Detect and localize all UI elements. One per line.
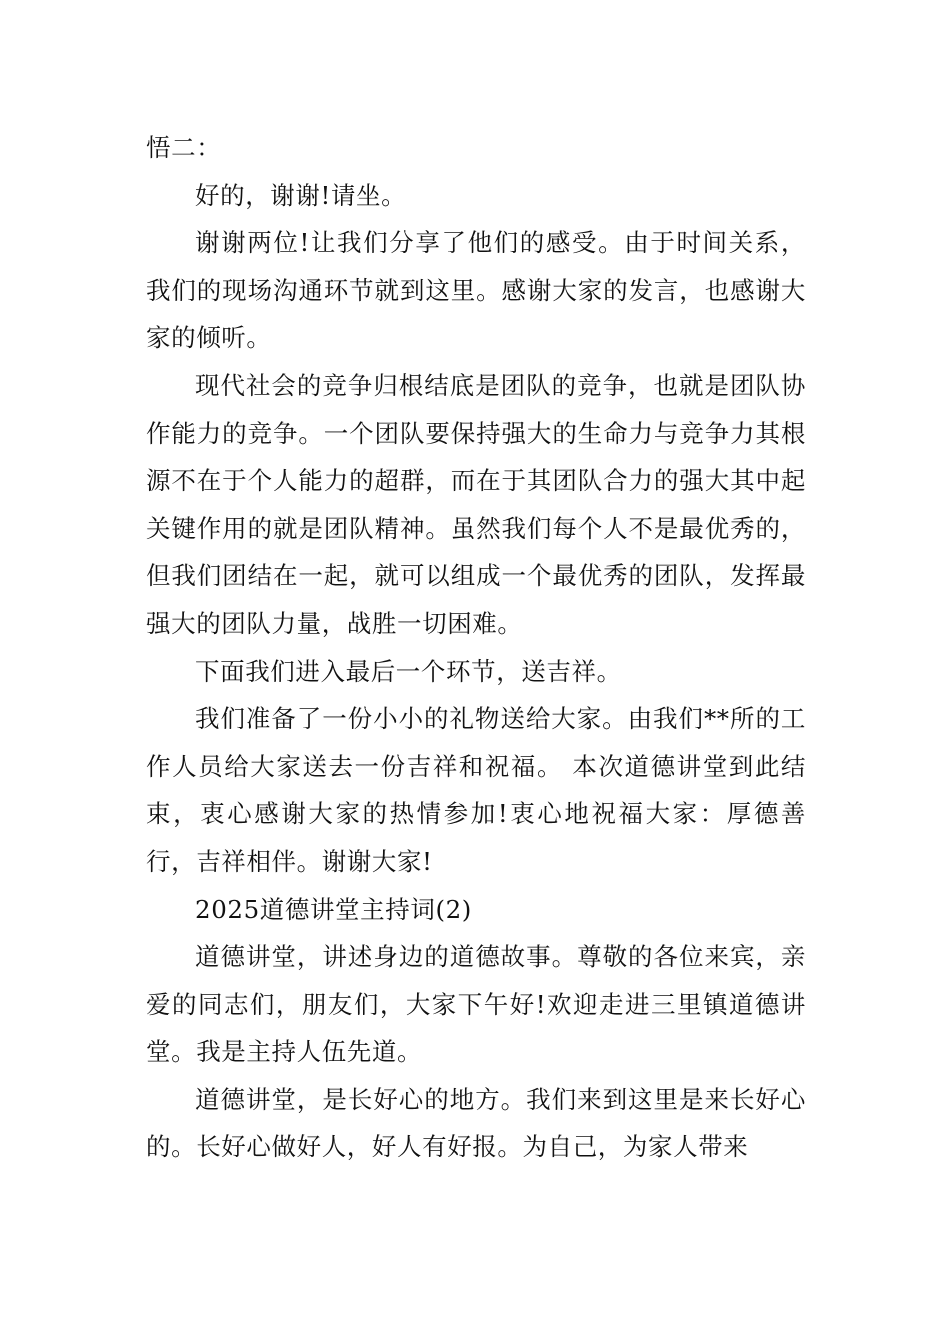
paragraph-4: 现代社会的竞争归根结底是团队的竞争，也就是团队协作能力的竞争。一个团队要保持强大的生命力与竞争力其根源不在于个人能力的超群，而在于其团队合力的强大其中起关键作用的就是团队精神。虽然我们每个人不是最优秀的，但我们团结在一起，就可以组成一个最优秀的团队，发挥最强大的团队力量，战胜一切困难。 [146,370,806,638]
paragraph-1: 悟二： [146,133,222,162]
paragraph-5: 下面我们进入最后一个环节，送吉祥。 [195,656,622,686]
paragraph-3: 谢谢两位!让我们分享了他们的感受。由于时间关系，我们的现场沟通环节就到这里。感谢大家的发言，也感谢大家的倾听。 [146,228,806,353]
document-body [146,124,806,1171]
paragraph-7: 道德讲堂，讲述身边的道德故事。尊敬的各位来宾，亲爱的同志们，朋友们，大家下午好!欢迎走进三里镇道德讲堂。我是主持人伍先道。 [146,942,806,1067]
paragraph-2: 好的，谢谢!请坐。 [195,180,407,210]
paragraph-8: 道德讲堂，是长好心的地方。我们来到这里是来长好心的。长好心做好人，好人有好报。为自己，为家人带来 [146,1084,806,1162]
paragraph-6: 我们准备了一份小小的礼物送给大家。由我们**所的工作人员给大家送去一份吉祥和祝福。 本次道德讲堂到此结束，衷心感谢大家的热情参加!衷心地祝福大家：厚德善行，吉祥相伴。谢谢大家! [146,704,806,876]
section-heading: 2025道德讲堂主持词(2) [195,894,472,924]
